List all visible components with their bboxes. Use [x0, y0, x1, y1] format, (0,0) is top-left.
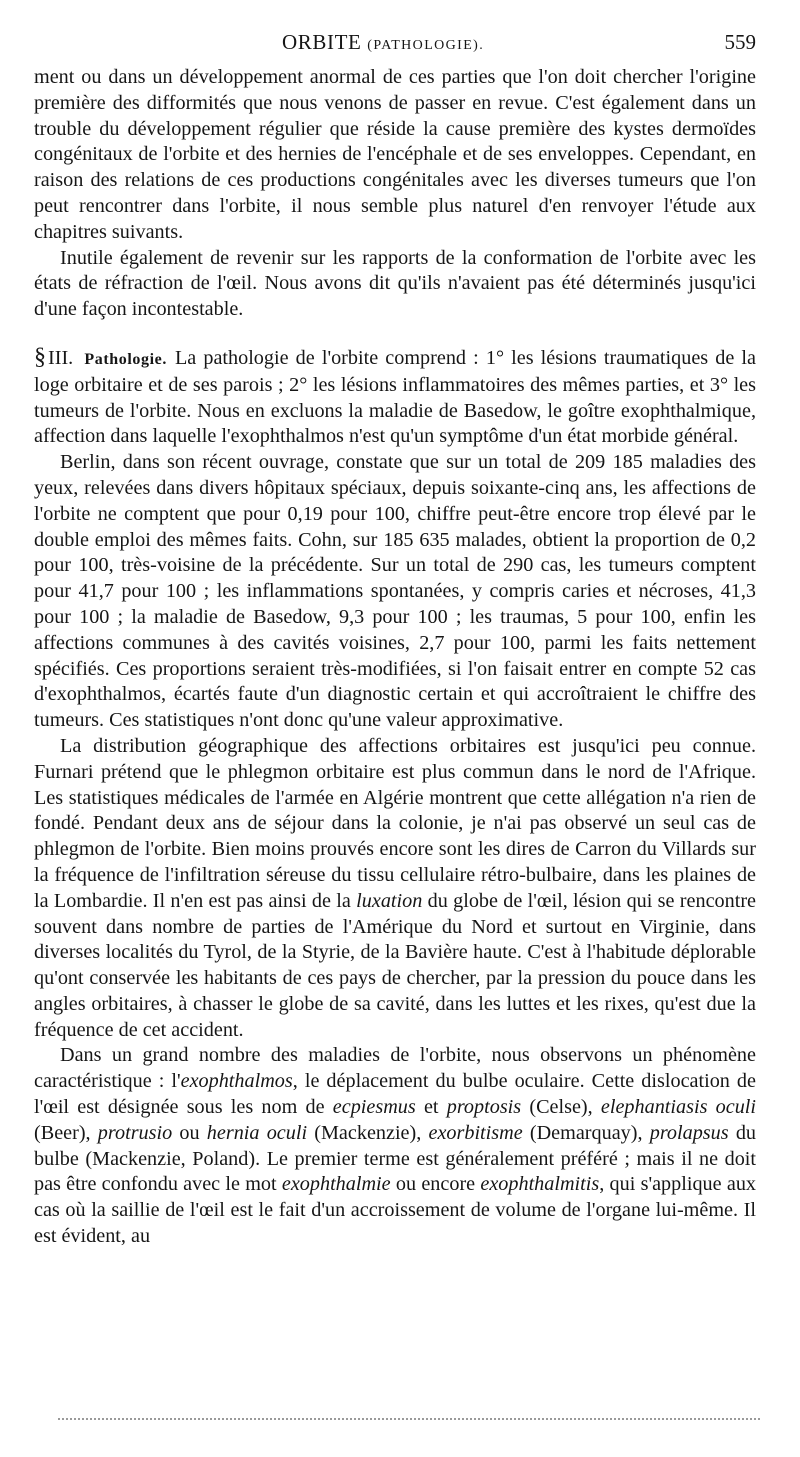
running-header	[34, 30, 756, 58]
exo-text-3: et	[415, 1096, 447, 1119]
paragraph-geography	[34, 734, 756, 1044]
paragraph-2: Inutile également de revenir sur les rapports de la conformation de l'orbite avec les états de réfraction de l'œil. Nous avons dit qu'ils n'avaient pas été déterminés jusqu'ici d'une façon incontestable.	[34, 246, 756, 321]
exo-text-2: , le déplacement du bulbe oculaire. Cette dislocation de l'œil est désignée sous les nom de	[34, 1070, 756, 1119]
term-proptosis: proptosis	[446, 1096, 522, 1119]
paragraph-1: ment ou dans un développement anormal de ces parties que l'on doit chercher l'origine première des difformités que nous venons de passer en revue. C'est également dans un trouble du développement régulier que réside la cause première des kystes dermoïdes congénitaux de l'orbite et des hernies de l'encéphale et de ses enveloppes. Cependant, en raison des relations de ces productions congénitales avec les diverses tumeurs que l'on peut rencontrer dans l'orbite, il nous semble plus naturel d'en renvoyer l'étude aux chapitres suivants.	[34, 66, 756, 243]
term-exophthalmos: exophthalmos	[180, 1070, 293, 1093]
term-exophthalmie: exophthalmie	[281, 1173, 391, 1196]
exo-text-5: (Beer),	[34, 1121, 98, 1144]
section-paragraph	[34, 345, 756, 450]
running-title-main: ORBITE	[282, 30, 362, 54]
section-number: III.	[48, 346, 74, 369]
body-text	[34, 65, 756, 1250]
term-protrusio: protrusio	[97, 1121, 173, 1144]
running-title	[282, 30, 484, 55]
exo-text-4: (Celse),	[521, 1096, 601, 1119]
term-exorbitisme: exorbitisme	[428, 1121, 523, 1144]
section-text: La pathologie de l'orbite comprend : 1° les lésions traumatiques de la loge orbitaire et de ses parois ; 2° les lésions inflammatoires des mêmes parties, et 3° les tumeurs de l'orbite. Nous en excluons la maladie de Basedow, le goître exophthalmique, affection dans laquelle l'exophthalmos n'est qu'un symptôme d'un état morbide général.	[34, 346, 756, 448]
exo-text-10: ou encore	[390, 1173, 481, 1196]
exo-text-7: (Mackenzie),	[307, 1121, 429, 1144]
page-number: 559	[724, 30, 756, 54]
section-title: Pathologie.	[84, 350, 167, 368]
footer-divider	[58, 1418, 760, 1420]
geography-text-b: du globe de l'œil, lésion qui se rencontre souvent dans nombre de parties de l'Amérique du Nord et surtout en Virginie, dans diverses localités du Tyrol, de la Styrie, de la Bavière haute. C'est à l'habitude déplorable qu'ont conservée les habitants de ces pays de chercher, par la pression du pouce dans les angles orbitaires, à chasser le globe de sa cavité, dans les luttes et les rixes, qu'est due la fréquence de cet accident.	[34, 889, 757, 1041]
exo-text-8: (Demarquay),	[522, 1121, 650, 1144]
exo-text-9: du bulbe (Mackenzie, Poland). Le premier terme est généralement préféré ; mais il ne doit pas être confondu avec le mot	[34, 1121, 757, 1196]
exo-text-6: ou	[172, 1121, 207, 1144]
geography-text-a: La distribution géographique des affections orbitaires est jusqu'ici peu connue. Furnari prétend que le phlegmon orbitaire est plus commun dans le nord de l'Afrique. Les statistiques médicales de l'armée en Algérie montrent que cette allégation n'a rien de fondé. Pendant deux ans de séjour dans la colonie, je n'ai pas observé un seul cas de phlegmon de l'orbite. Bien moins prouvés encore sont les dires de Carron du Villards sur la fréquence de l'infiltration séreuse du tissu cellulaire rétro-bulbaire, dans les plaines de la Lombardie. Il n'en est pas ainsi de la	[34, 734, 756, 912]
running-title-sub: (PATHOLOGIE).	[367, 38, 485, 53]
term-prolapsus: prolapsus	[649, 1121, 729, 1144]
emphasis-luxation: luxation	[356, 889, 423, 912]
section-sign: §	[34, 343, 46, 370]
exo-text-1: Dans un grand nombre des maladies de l'orbite, nous observons un phénomène caractéristique : l'	[34, 1044, 756, 1093]
paragraph-exophthalmos	[34, 1043, 756, 1249]
term-exophthalmitis: exophthalmitis	[480, 1173, 600, 1196]
exo-text-11: , qui s'applique aux cas où la saillie de l'œil est le fait d'un accroissement de volume de l'organe lui-même. Il est évident, au	[34, 1173, 757, 1248]
term-ecpiesmus: ecpiesmus	[332, 1096, 416, 1119]
term-hernia-oculi: hernia oculi	[206, 1121, 308, 1144]
term-elephantiasis: elephantiasis oculi	[600, 1096, 757, 1119]
paragraph-statistics: Berlin, dans son récent ouvrage, constate que sur un total de 209 185 maladies des yeux, relevées dans divers hôpitaux spéciaux, depuis soixante-cinq ans, les affections de l'orbite ne comptent que pour 0,19 pour 100, chiffre peut-être encore trop élevé par le double emploi des mêmes faits. Cohn, sur 185 635 malades, obtient la proportion de 0,2 pour 100, très-voisine de la précédente. Sur un total de 290 cas, les tumeurs comptent pour 41,7 pour 100 ; les inflammations spontanées, y compris caries et nécroses, 41,3 pour 100 ; la maladie de Basedow, 9,3 pour 100 ; les traumas, 5 pour 100, enfin les affections communes à des cavités voisines, 2,7 pour 100, parmi les faits nettement spécifiés. Ces proportions seraient très-modifiées, si l'on faisait entrer en compte 52 cas d'exophthalmos, écartés faute d'un diagnostic certain et qui accroîtraient le chiffre des tumeurs. Ces statistiques n'ont donc qu'une valeur approximative.	[34, 451, 756, 732]
